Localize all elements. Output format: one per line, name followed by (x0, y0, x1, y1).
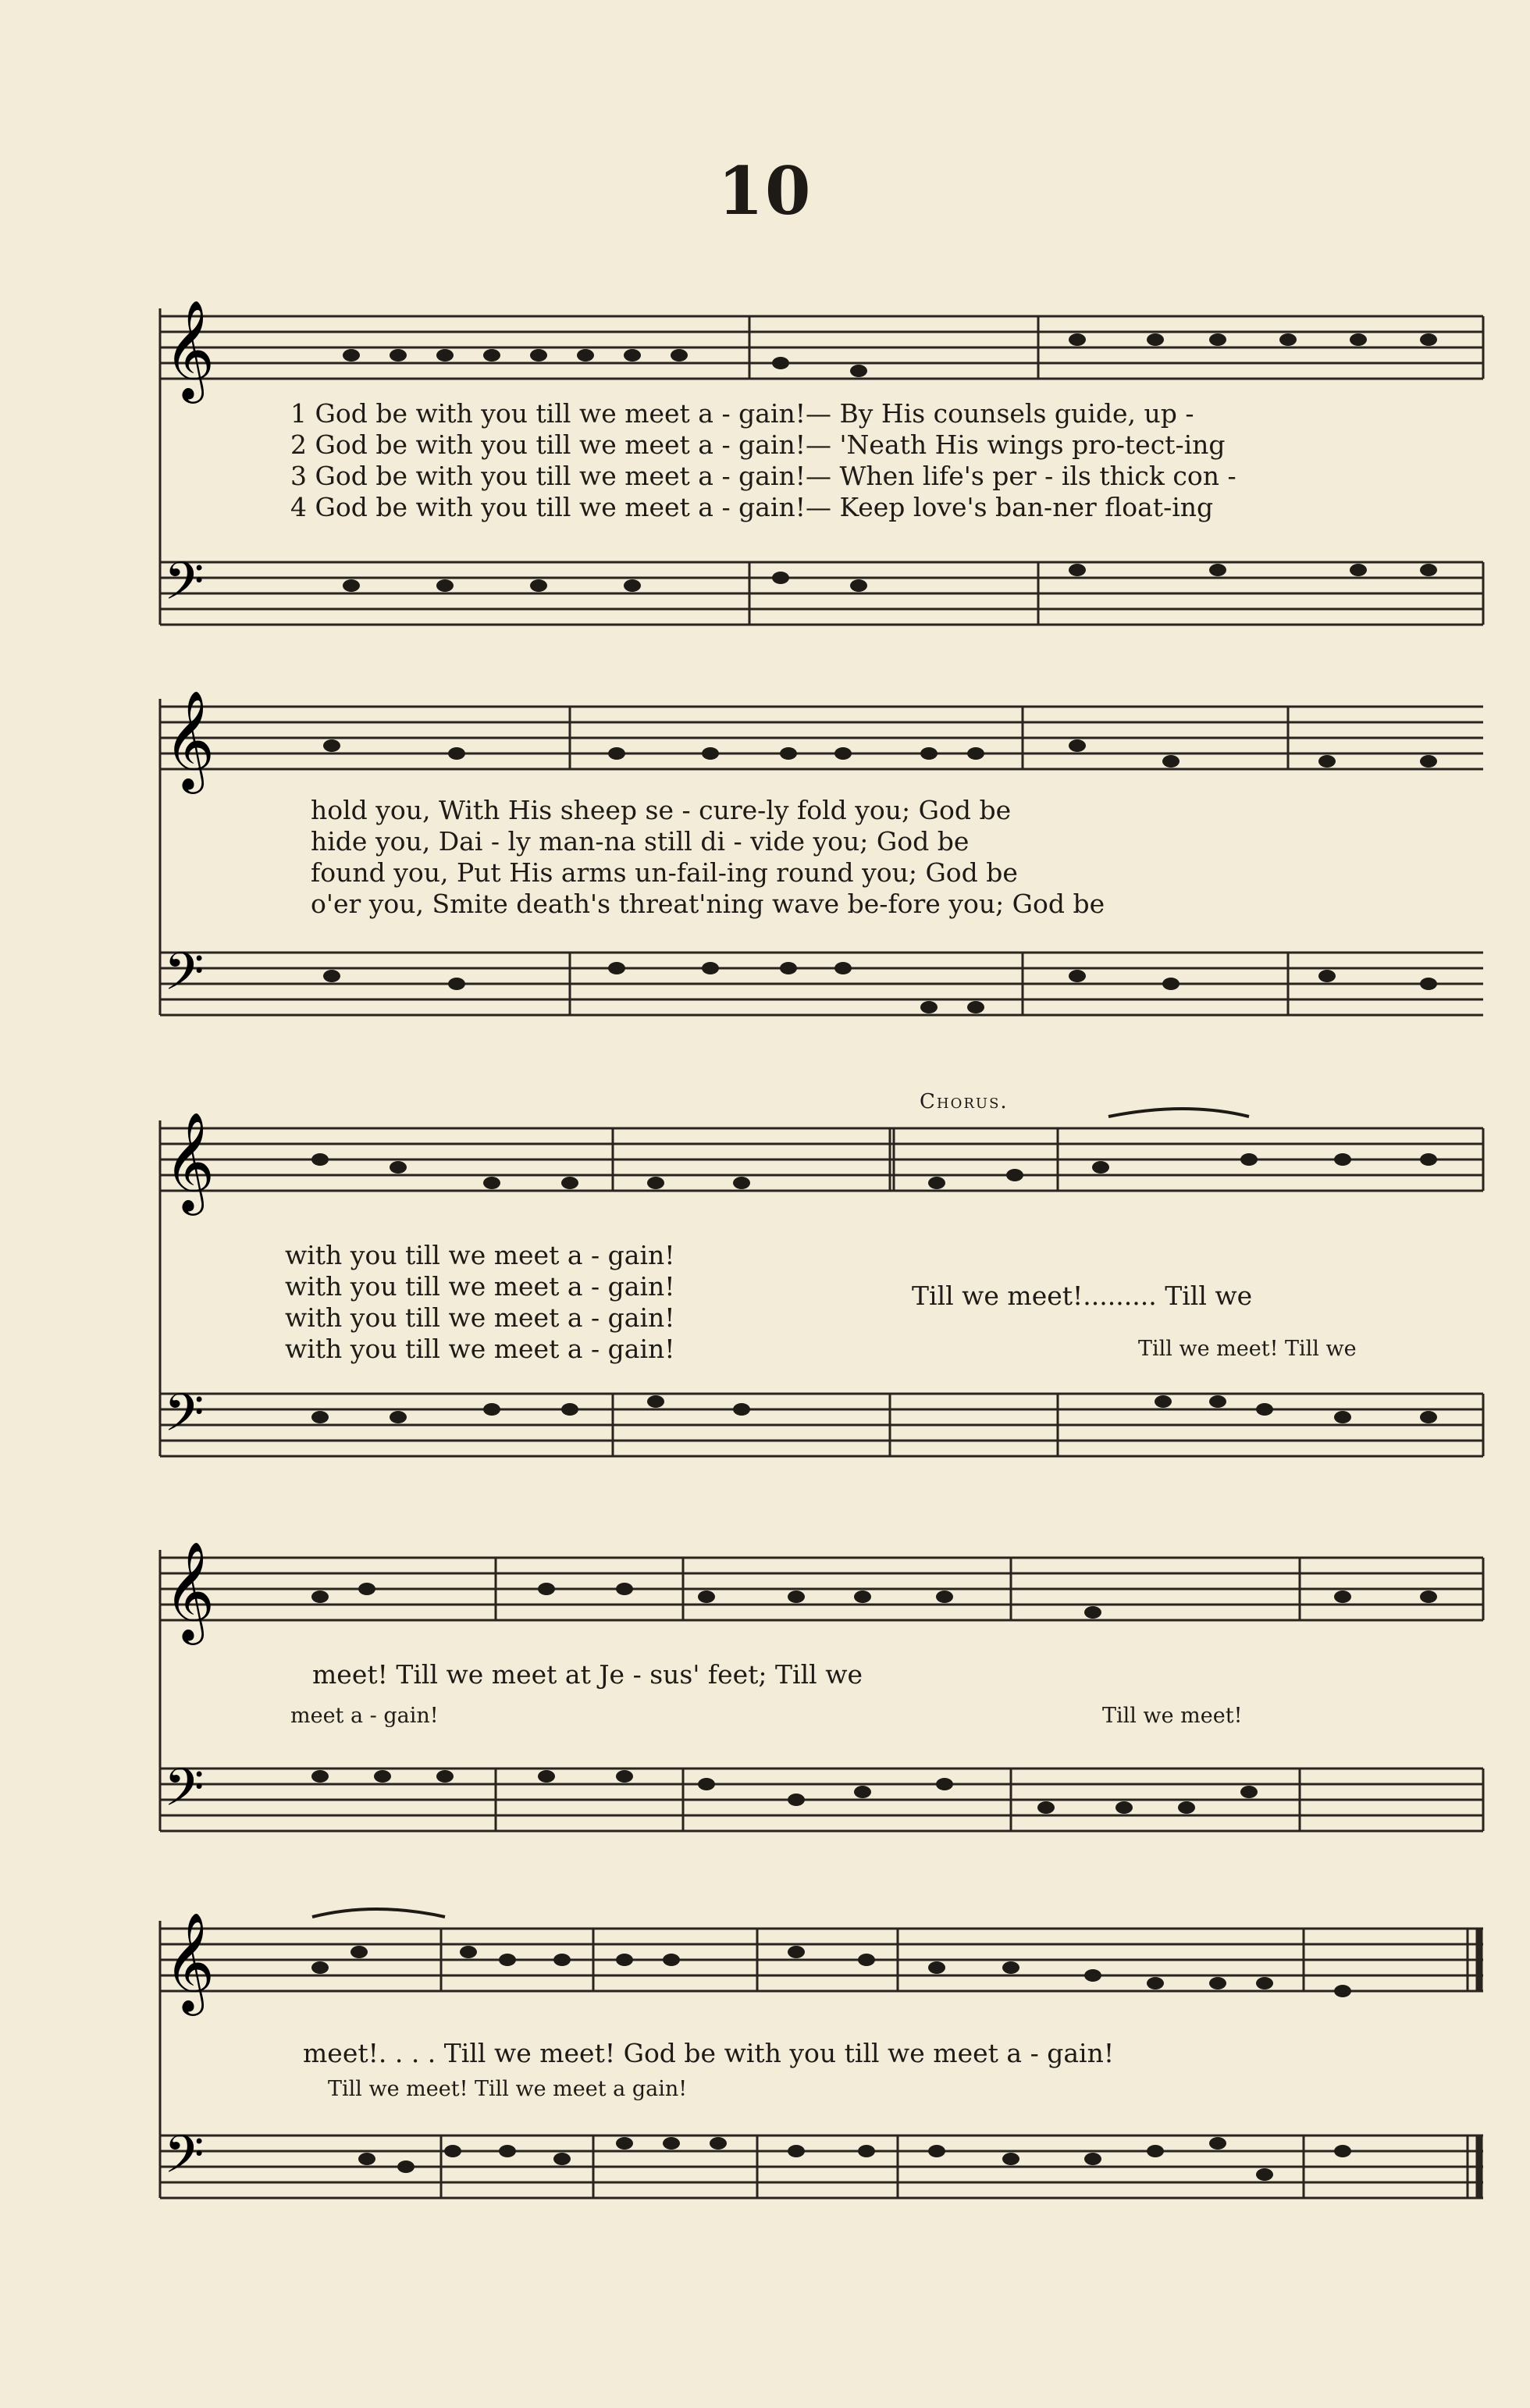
system-3-verse-4: with you till we meet a - gain! (285, 1334, 675, 1364)
page-number: 10 (717, 152, 813, 230)
chorus-lyric-upper: Till we meet!......... Till we (912, 1281, 1253, 1311)
bass-clef-icon: 𝄢 (164, 942, 205, 1014)
system-2-verse-4: o'er you, Smite death's threat'ning wave be-fore you; God be (311, 889, 1105, 919)
bass-clef-icon: 𝄢 (164, 1758, 205, 1830)
system-1-verse-3: 3 God be with you till we meet a - gain!— When life's per - ils thick con - (290, 461, 1236, 491)
system-3-verse-3: with you till we meet a - gain! (285, 1302, 675, 1333)
chorus-label: Chorus. (920, 1090, 1009, 1113)
system-2-verse-2: hide you, Dai - ly man-na still di - vide you; God be (311, 826, 970, 857)
bass-clef-icon: 𝄢 (164, 551, 205, 624)
system-3-verse-2: with you till we meet a - gain! (285, 1271, 675, 1302)
chorus-lyric-lower: Till we meet! Till we (1138, 1337, 1357, 1361)
system-2-verse-1: hold you, With His sheep se - cure-ly fold you; God be (311, 795, 1012, 825)
system-3-bass-staff (0, 1383, 1530, 1472)
bass-clef-icon: 𝄢 (164, 1383, 205, 1455)
system-2-bass-staff (0, 942, 1530, 1031)
system-4-bass-staff (0, 1758, 1530, 1847)
system-5-bass-staff (0, 2125, 1530, 2214)
system-4-treble-staff (0, 1541, 1530, 1640)
system-2-verse-3: found you, Put His arms un-fail-ing round you; God be (311, 857, 1018, 888)
system-1-treble-staff (0, 299, 1530, 399)
treble-clef-icon: 𝄞 (164, 689, 215, 789)
treble-clef-icon: 𝄞 (164, 1541, 215, 1640)
system-4-lower-lyric-b: Till we meet! (1102, 1704, 1243, 1728)
system-1-bass-staff (0, 551, 1530, 640)
system-4-upper-lyric: meet! Till we meet at Je - sus' feet; Till we (312, 1659, 863, 1690)
system-3-treble-staff (0, 1111, 1530, 1211)
bass-clef-icon: 𝄢 (164, 2125, 205, 2197)
treble-clef-icon: 𝄞 (164, 299, 215, 399)
system-1-verse-4: 4 God be with you till we meet a - gain!— Keep love's ban-ner float-ing (290, 492, 1214, 522)
treble-clef-icon: 𝄞 (164, 1911, 215, 2011)
treble-clef-icon: 𝄞 (164, 1111, 215, 1211)
system-4-lower-lyric-a: meet a - gain! (290, 1704, 439, 1728)
system-5-treble-staff (0, 1911, 1530, 2011)
system-5-upper-lyric: meet!. . . . Till we meet! God be with you till we meet a - gain! (303, 2038, 1115, 2068)
system-5-lower-lyric: Till we meet! Till we meet a gain! (328, 2077, 688, 2101)
system-3-verse-1: with you till we meet a - gain! (285, 1240, 675, 1270)
system-1-verse-1: 1 God be with you till we meet a - gain!— By His counsels guide, up - (290, 398, 1194, 429)
system-2-treble-staff (0, 689, 1530, 789)
system-1-verse-2: 2 God be with you till we meet a - gain!— 'Neath His wings pro-tect-ing (290, 429, 1226, 460)
